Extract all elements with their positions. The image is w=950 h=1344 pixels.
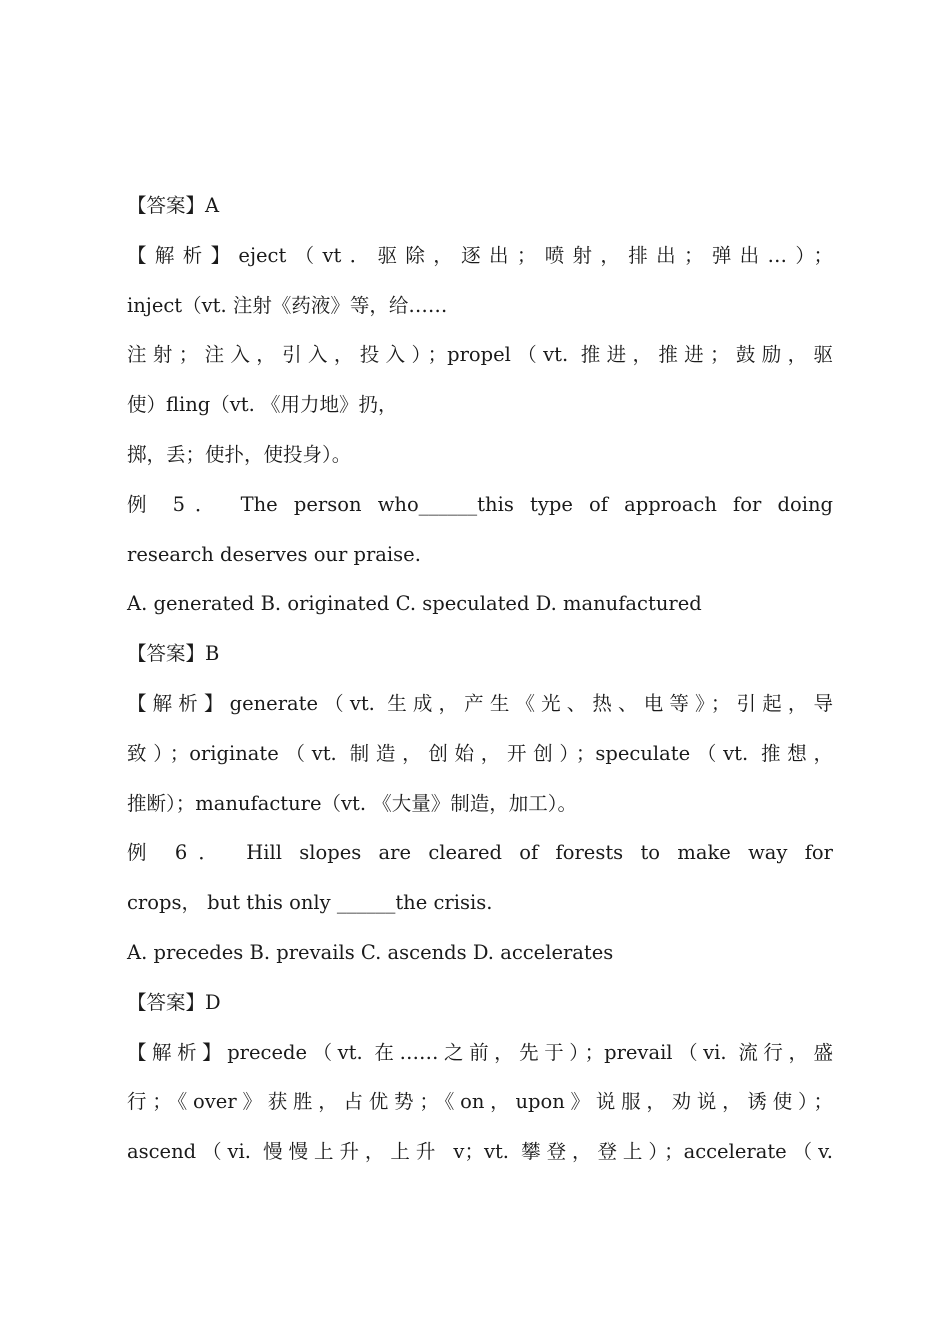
example-6-options: A. precedes B. prevails C. ascends D. accelerates [127, 940, 614, 964]
analysis-3-line-2: 行；《over》获胜，占优势；《on，upon》说服，劝说，诱使）； [127, 1090, 833, 1114]
example-6-question-line-2: crops， but this only ______the crisis. [127, 891, 493, 915]
example-5-options: A. generated B. originated C. speculated D. manufactured [127, 592, 702, 616]
answer-label-2: 【答案】B [127, 642, 220, 666]
analysis-3-line-1: 【解析】precede（vt. 在……之前，先于）；prevail（vi. 流行，盛 [127, 1040, 833, 1064]
example-5-question-line-2: research deserves our praise. [127, 542, 421, 566]
document-body [127, 181, 833, 1177]
analysis-line-2: inject（vt. 注射《药液》等，给…… [127, 293, 448, 317]
analysis-3-line-3: ascend（vi. 慢慢上升，上升 v；vt. 攀登，登上）；accelerate（v. [127, 1140, 833, 1164]
analysis-2-line-3: 推断）；manufacture（vt. 《大量》制造，加工）。 [127, 791, 578, 815]
answer-label-3: 【答案】D [127, 990, 221, 1014]
analysis-line-5: 掷，丢；使扑，使投身）。 [127, 442, 352, 466]
analysis-2-line-1: 【解析】generate（vt. 生成，产生《光、热、电等》；引起，导 [127, 691, 833, 715]
answer-label-1: 【答案】A [127, 194, 220, 217]
analysis-line-4: 使）fling（vt. 《用力地》扔， [127, 393, 398, 417]
example-5-question-line-1: 例 5． The person who______this type of approach for doing [127, 492, 833, 516]
analysis-line-1: 【解析】eject（vt．驱除，逐出；喷射，排出；弹出…）； [127, 243, 833, 267]
analysis-2-line-2: 致）；originate（vt. 制造，创始，开创）；speculate（vt. 推想， [127, 741, 833, 765]
analysis-line-3: 注射；注入，引入，投入）；propel（vt. 推进，推进；鼓励，驱 [127, 343, 833, 367]
example-6-question-line-1: 例 6． Hill slopes are cleared of forests to make way for [127, 841, 833, 865]
